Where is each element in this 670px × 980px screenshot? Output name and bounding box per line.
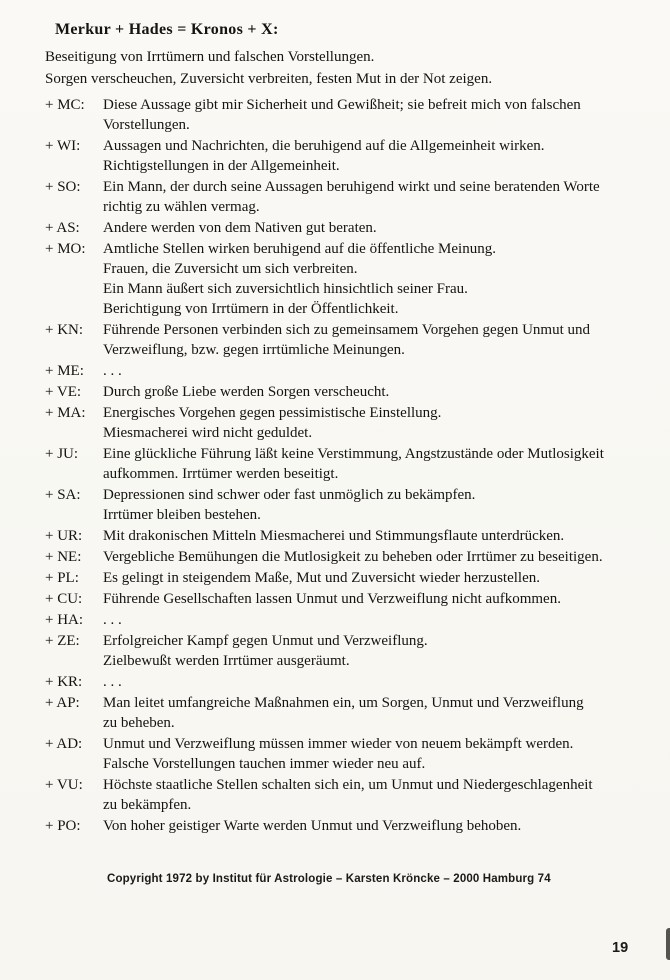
entry-row (45, 218, 660, 238)
entry-text (103, 218, 377, 238)
entry-text (103, 610, 122, 630)
entry-text-line: Höchste staatliche Stellen schalten sich ein, um Unmut und Niedergeschlagenheit (103, 777, 593, 793)
entry-text-line: Durch große Liebe werden Sorgen verscheucht. (103, 384, 390, 400)
entry-row (45, 403, 660, 443)
entry-row (45, 485, 660, 525)
entry-text-line: Von hoher geistiger Warte werden Unmut und Verzweiflung behoben. (103, 818, 522, 834)
entry-text-line: richtig zu wählen vermag. (103, 199, 260, 215)
entry-text-line: Unmut und Verzweiflung müssen immer wieder von neuem bekämpft werden. (103, 736, 574, 752)
entry-text (103, 568, 540, 588)
entry-text-line: Führende Gesellschaften lassen Unmut und Verzweiflung nicht aufkommen. (103, 591, 561, 607)
entry-label: + WI: (45, 138, 81, 154)
entry-text (103, 177, 600, 217)
entry-label: + ME: (45, 363, 84, 379)
entry-text (103, 816, 521, 836)
entry-text-line: Berichtigung von Irrtümern in der Öffentlichkeit. (103, 301, 399, 317)
entry-label: + ZE: (45, 633, 80, 649)
entry-text-line: Eine glückliche Führung läßt keine Verstimmung, Angstzustände oder Mutlosigkeit (103, 446, 604, 462)
intro-line: Beseitigung von Irrtümern und falschen Vorstellungen. (45, 49, 375, 65)
entry-text (103, 631, 428, 671)
entry-row (45, 631, 660, 671)
entry-label: + NE: (45, 549, 82, 565)
entry-label: + VU: (45, 777, 83, 793)
entry-text (103, 95, 581, 135)
entry-label: + KR: (45, 674, 83, 690)
entry-text-line: aufkommen. Irrtümer werden beseitigt. (103, 466, 339, 482)
entry-text-line: Frauen, die Zuversicht um sich verbreiten. (103, 261, 358, 277)
entry-text-line: Mit drakonischen Mitteln Miesmacherei und Stimmungsflaute unterdrücken. (103, 528, 565, 544)
entry-text-line: . . . (103, 674, 122, 690)
entry-row (45, 526, 660, 546)
entry-row (45, 382, 660, 402)
entry-label: + VE: (45, 384, 82, 400)
entry-text-line: Verzweiflung, bzw. gegen irrtümliche Meinungen. (103, 342, 405, 358)
entry-text-line: Ein Mann, der durch seine Aussagen beruhigend wirkt und seine beratenden Worte (103, 179, 600, 195)
entry-text-line: zu beheben. (103, 715, 175, 731)
entries-list (45, 95, 660, 836)
entry-row (45, 610, 660, 630)
entry-row (45, 568, 660, 588)
entry-text-line: Man leitet umfangreiche Maßnahmen ein, um Sorgen, Unmut und Verzweiflung (103, 695, 584, 711)
entry-label: + MC: (45, 97, 85, 113)
entry-text-line: Depressionen sind schwer oder fast unmöglich zu bekämpfen. (103, 487, 476, 503)
intro-paragraph (45, 47, 660, 90)
entry-text (103, 547, 603, 567)
entry-text (103, 589, 561, 609)
entry-label: + MA: (45, 405, 86, 421)
entry-text (103, 672, 122, 692)
entry-text-line: Vergebliche Bemühungen die Mutlosigkeit zu beheben oder Irrtümer zu beseitigen. (103, 549, 603, 565)
entry-label: + SA: (45, 487, 81, 503)
entry-label: + AS: (45, 220, 80, 236)
entry-text-line: Miesmacherei wird nicht geduldet. (103, 425, 313, 441)
entry-label: + HA: (45, 612, 84, 628)
entry-text (103, 239, 496, 319)
entry-label: + AD: (45, 736, 83, 752)
entry-label: + AP: (45, 695, 80, 711)
entry-label: + MO: (45, 241, 86, 257)
copyright-line: Copyright 1972 by Institut für Astrologie – Karsten Kröncke – 2000 Hamburg 74 (107, 873, 551, 885)
entry-text-line: Diese Aussage gibt mir Sicherheit und Gewißheit; sie befreit mich von falschen (103, 97, 581, 113)
intro-line: Sorgen verscheuchen, Zuversicht verbreiten, festen Mut in der Not zeigen. (45, 70, 493, 87)
entry-text (103, 403, 441, 443)
entry-label: + CU: (45, 591, 83, 607)
entry-label: + JU: (45, 446, 79, 462)
entry-row (45, 361, 660, 381)
entry-row (45, 589, 660, 609)
entry-row (45, 95, 660, 135)
entry-row (45, 734, 660, 774)
entry-text (103, 734, 573, 774)
entry-label: + UR: (45, 528, 83, 544)
entry-text (103, 485, 475, 525)
entry-row (45, 672, 660, 692)
entry-row (45, 177, 660, 217)
entry-text-line: Führende Personen verbinden sich zu gemeinsamem Vorgehen gegen Unmut und (103, 322, 590, 338)
entry-label: + SO: (45, 179, 81, 195)
entry-row (45, 444, 660, 484)
entry-text (103, 693, 584, 733)
entry-row (45, 547, 660, 567)
entry-row (45, 775, 660, 815)
entry-row (45, 816, 660, 836)
entry-text (103, 526, 564, 546)
entry-text-line: Zielbewußt werden Irrtümer ausgeräumt. (103, 653, 350, 669)
entry-text-line: zu bekämpfen. (103, 797, 192, 813)
entry-text-line: Aussagen und Nachrichten, die beruhigend auf die Allgemeinheit wirken. (103, 138, 545, 154)
entry-row (45, 239, 660, 319)
entry-text-line: Energisches Vorgehen gegen pessimistische Einstellung. (103, 405, 442, 421)
entry-text-line: Es gelingt in steigendem Maße, Mut und Zuversicht wieder herzustellen. (103, 570, 540, 586)
entry-text-line: Erfolgreicher Kampf gegen Unmut und Verzweiflung. (103, 633, 428, 649)
scan-artifact (666, 928, 670, 960)
entry-text (103, 361, 122, 381)
entry-text (103, 382, 389, 402)
entry-text-line: Amtliche Stellen wirken beruhigend auf die öffentliche Meinung. (103, 241, 496, 257)
entry-text-line: Vorstellungen. (103, 117, 190, 133)
entry-label: + PO: (45, 818, 81, 834)
entry-text-line: Irrtümer bleiben bestehen. (103, 507, 261, 523)
entry-label: + KN: (45, 322, 84, 338)
entry-text-line: Andere werden von dem Nativen gut beraten. (103, 220, 377, 236)
entry-label: + PL: (45, 570, 79, 586)
entry-text (103, 775, 593, 815)
entry-row (45, 136, 660, 176)
entry-text-line: Richtigstellungen in der Allgemeinheit. (103, 158, 340, 174)
entry-text-line: Ein Mann äußert sich zuversichtlich hinsichtlich seiner Frau. (103, 281, 468, 297)
page-number: 19 (612, 940, 629, 956)
entry-text-line: . . . (103, 363, 122, 379)
page-title: Merkur + Hades = Kronos + X: (55, 21, 279, 38)
entry-text-line: . . . (103, 612, 122, 628)
entry-text (103, 444, 604, 484)
entry-text (103, 320, 590, 360)
entry-text (103, 136, 545, 176)
entry-row (45, 320, 660, 360)
entry-row (45, 693, 660, 733)
entry-text-line: Falsche Vorstellungen tauchen immer wieder neu auf. (103, 756, 426, 772)
